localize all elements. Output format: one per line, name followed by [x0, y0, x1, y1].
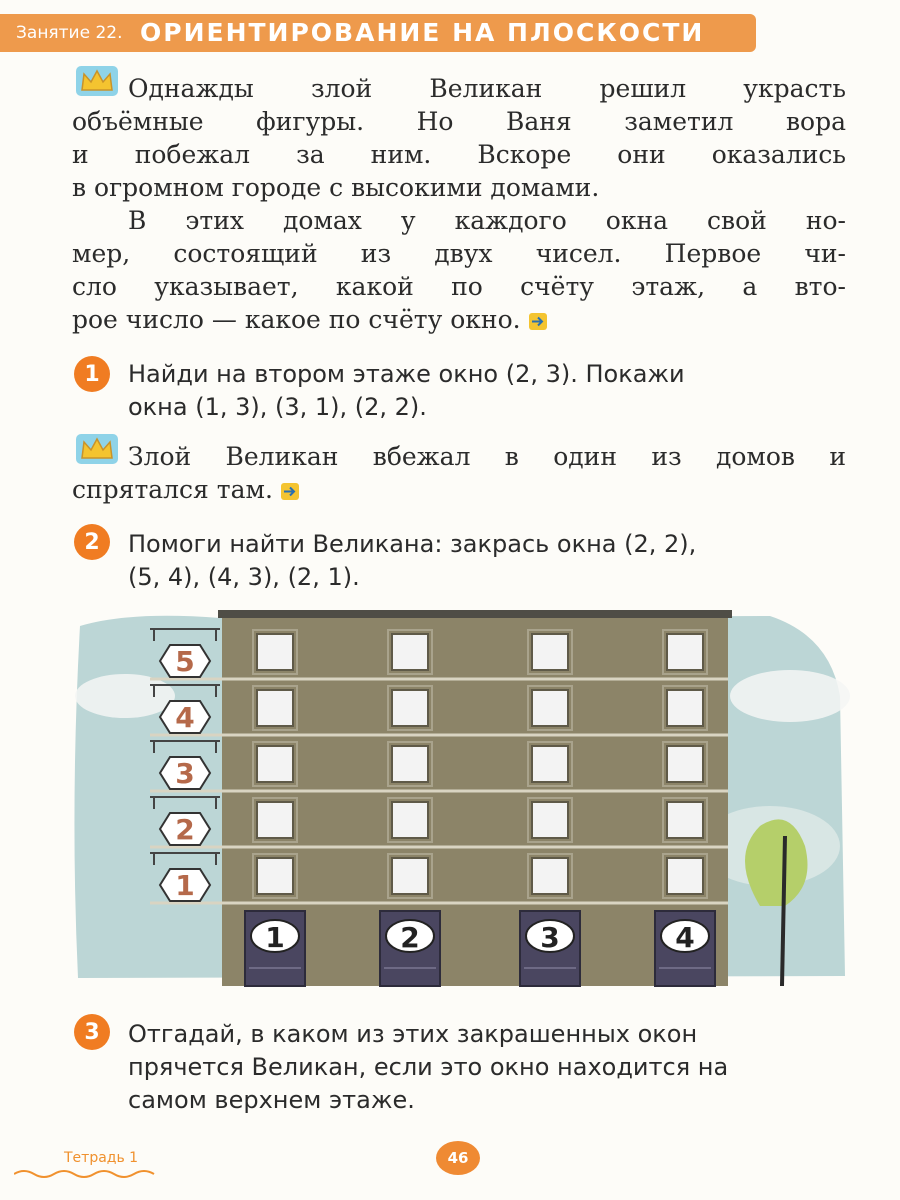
window — [253, 630, 297, 674]
task-line: Отгадай, в каком из этих закрашенных окон — [128, 1020, 698, 1048]
window — [528, 742, 572, 786]
entrance-door — [520, 911, 580, 986]
arrow-right-icon — [281, 483, 299, 500]
floor-sign-label: 1 — [175, 869, 195, 902]
window — [663, 854, 707, 898]
floor-sign-label: 5 — [175, 645, 195, 678]
window — [528, 630, 572, 674]
lesson-header — [0, 14, 756, 52]
window — [388, 854, 432, 898]
story-line: объёмные фигуры. Но Ваня заметил вора — [72, 107, 846, 136]
door-number: 3 — [540, 921, 560, 954]
window — [253, 854, 297, 898]
task-line: Найди на втором этаже окно (2, 3). Покажи — [128, 360, 685, 388]
cloud — [730, 670, 850, 722]
window — [663, 630, 707, 674]
window — [253, 742, 297, 786]
task-line: прячется Великан, если это окно находится на — [128, 1053, 729, 1081]
story-line: мер, состоящий из двух чисел. Первое чи- — [72, 239, 846, 268]
crown-icon — [74, 64, 120, 98]
lesson-title: ОРИЕНТИРОВАНИЕ НА ПЛОСКОСТИ — [140, 18, 705, 47]
roof — [218, 610, 732, 618]
floor-sign-label: 2 — [175, 813, 195, 846]
window — [663, 686, 707, 730]
cloud — [75, 674, 175, 718]
door-number: 4 — [675, 921, 695, 954]
crown-icon — [74, 432, 120, 466]
story-line: сло указывает, какой по счёту этаж, а вто- — [72, 272, 846, 301]
floor-sign-label: 4 — [175, 701, 195, 734]
page-number: 46 — [436, 1141, 480, 1175]
task-line: Помоги найти Великана: закрась окна (2, 2), — [128, 530, 697, 558]
window — [388, 798, 432, 842]
window — [528, 686, 572, 730]
task-line: окна (1, 3), (3, 1), (2, 2). — [128, 393, 427, 421]
story-line: рое число — какое по счёту окно. — [72, 303, 846, 336]
task-number-badge: 1 — [74, 356, 110, 392]
story-line: и побежал за ним. Вскоре они оказались — [72, 140, 846, 169]
task-number-badge: 2 — [74, 524, 110, 560]
task-number-badge: 3 — [74, 1014, 110, 1050]
window — [528, 798, 572, 842]
story-line: В этих домах у каждого окна свой но- — [128, 206, 846, 235]
window — [388, 742, 432, 786]
window — [663, 798, 707, 842]
story-line: спрятался там. — [72, 473, 846, 506]
story-line: в огромном городе с высокими домами. — [72, 173, 600, 202]
entrance-door — [380, 911, 440, 986]
footer-wave — [14, 1168, 164, 1180]
task-line: самом верхнем этаже. — [128, 1086, 415, 1114]
story-line: Злой Великан вбежал в один из домов и — [128, 442, 846, 471]
window — [253, 798, 297, 842]
window — [388, 630, 432, 674]
window — [663, 742, 707, 786]
window — [388, 686, 432, 730]
task-line: (5, 4), (4, 3), (2, 1). — [128, 563, 360, 591]
arrow-right-icon — [529, 313, 547, 330]
entrance-door — [245, 911, 305, 986]
floor-sign-label: 3 — [175, 757, 195, 790]
lesson-number: Занятие 22. — [16, 23, 123, 43]
window — [528, 854, 572, 898]
door-number: 1 — [265, 921, 285, 954]
door-number: 2 — [400, 921, 420, 954]
window — [253, 686, 297, 730]
building-illustration — [70, 606, 850, 991]
entrance-door — [655, 911, 715, 986]
story-line: Однажды злой Великан решил украсть — [128, 74, 846, 103]
workbook-label: Тетрадь 1 — [64, 1150, 139, 1166]
